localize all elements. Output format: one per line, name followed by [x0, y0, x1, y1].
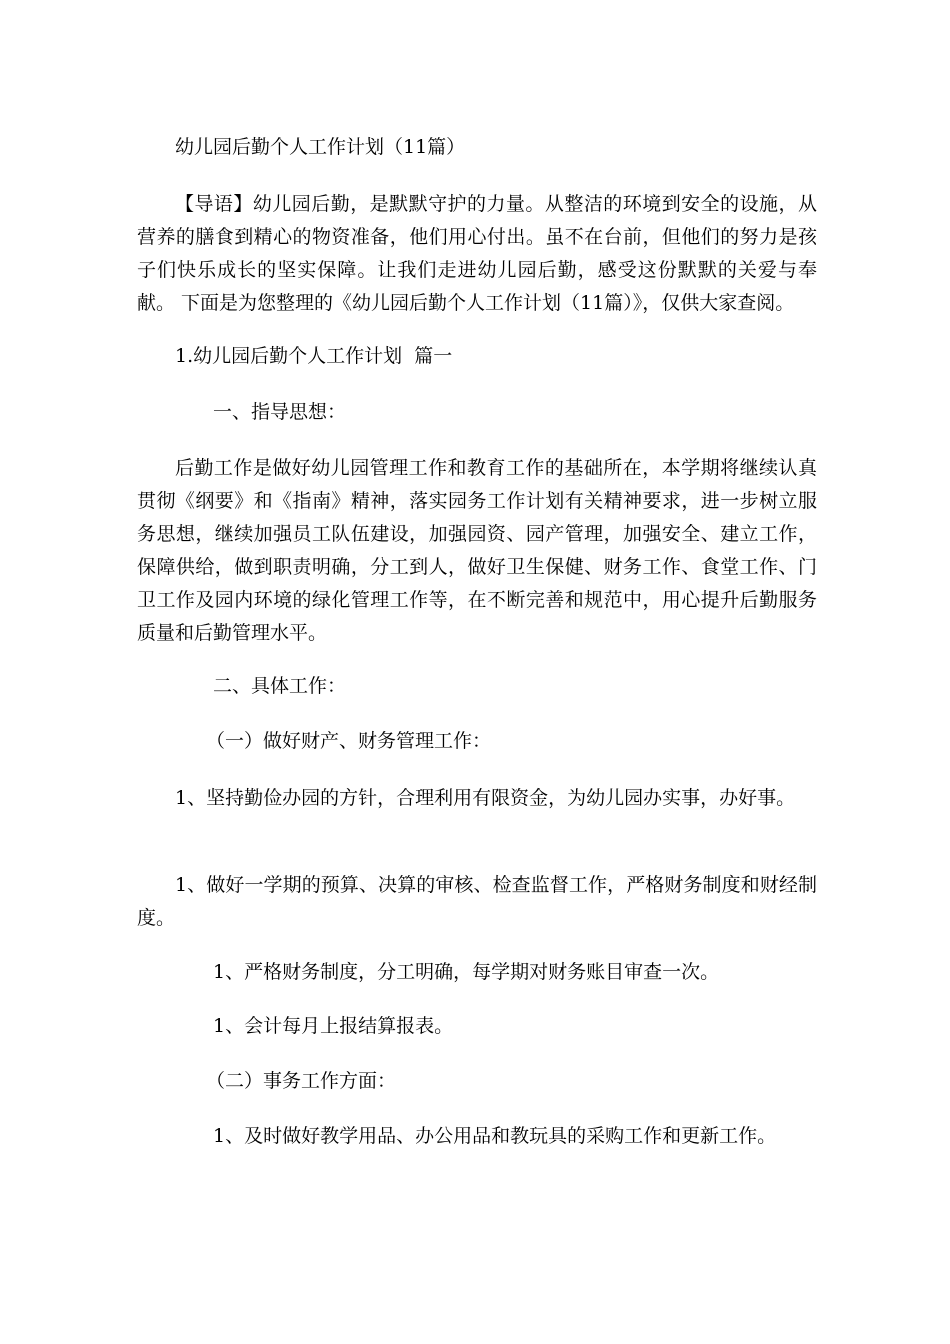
list-item: 1、会计每月上报结算报表。 — [213, 1015, 454, 1037]
subheading-finance: （一）做好财产、财务管理工作： — [206, 730, 492, 752]
list-item: 1、及时做好教学用品、办公用品和教玩具的采购工作和更新工作。 — [213, 1125, 777, 1147]
guiding-thought-paragraph: 后勤工作是做好幼儿园管理工作和教育工作的基础所在，本学期将继续认真贯彻《纲要》和《指南》精神，落实园务工作计划有关精神要求，进一步树立服务思想，继续加强员工队伍建设，加强园资、园产管理，加强安全、建立工作，保障供给，做到职责明确，分工到人，做好卫生保健、财务工作、食堂工作、门卫工作及园内环境的绿化管理工作等，在不断完善和规范中，用心提升后勤服务质量和后勤管理水平。 — [137, 457, 817, 644]
document-title: 幼儿园后勤个人工作计划（11篇） — [175, 136, 466, 158]
list-item: 1、坚持勤俭办园的方针，合理利用有限资金，为幼儿园办实事，办好事。 — [175, 787, 796, 809]
heading-specific-work: 二、具体工作： — [213, 675, 347, 697]
list-item: 1、做好一学期的预算、决算的审核、检查监督工作，严格财务制度和财经制度。 — [137, 874, 817, 929]
list-item: 1、严格财务制度，分工明确，每学期对财务账目审查一次。 — [213, 961, 720, 983]
heading-guiding-thought: 一、指导思想： — [213, 401, 347, 423]
intro-paragraph: 【导语】幼儿园后勤，是默默守护的力量。从整洁的环境到安全的设施，从营养的膳食到精心的物资准备，他们用心付出。虽不在台前，但他们的努力是孩子们快乐成长的坚实保障。让我们走进幼儿园后勤，感受这份默默的关爱与奉献。 下面是为您整理的《幼儿园后勤个人工作计划（11篇）》，仅供大家查阅。 — [137, 193, 817, 314]
subheading-affairs: （二）事务工作方面： — [206, 1070, 397, 1092]
section-heading: 1.幼儿园后勤个人工作计划 篇一 — [175, 345, 453, 367]
